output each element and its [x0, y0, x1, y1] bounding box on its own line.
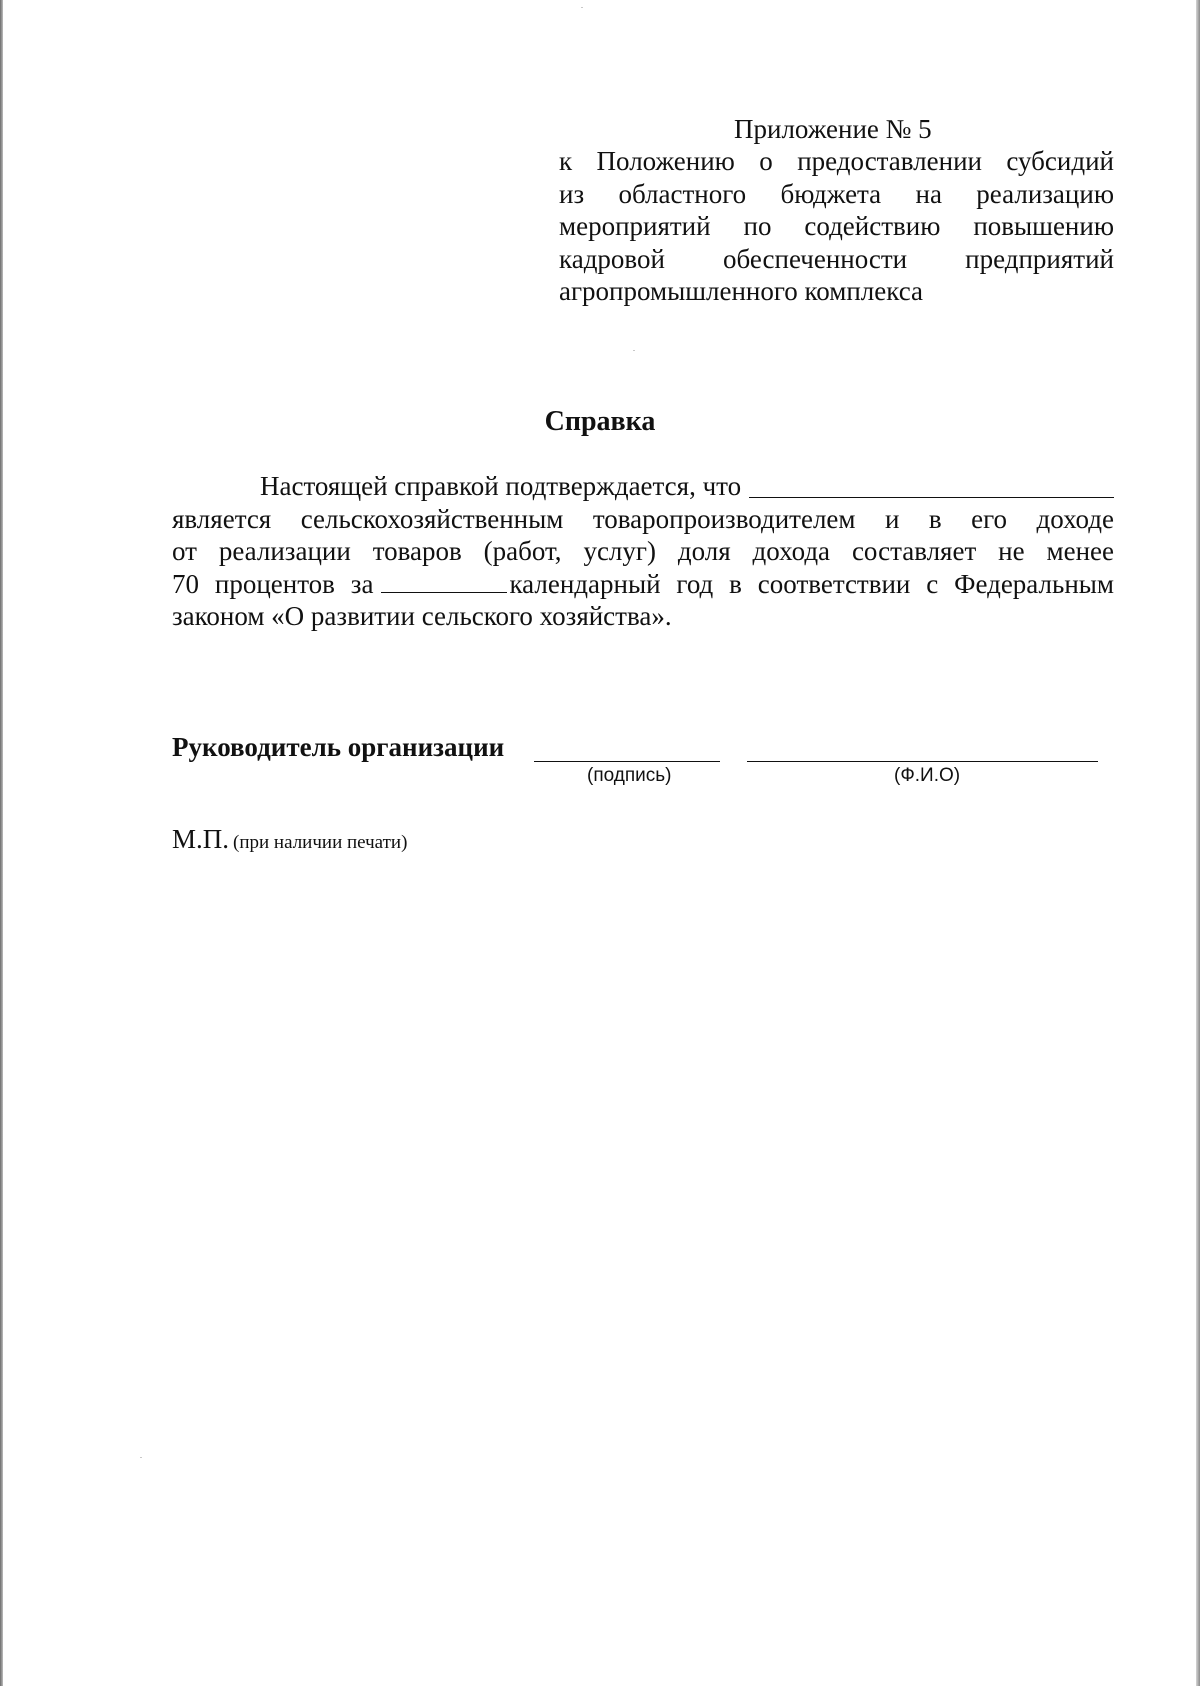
body-line-5: законом «О развитии сельского хозяйства».	[172, 601, 672, 631]
body-line-4	[172, 568, 1114, 601]
stamp-note: (при наличии печати)	[233, 832, 408, 853]
signature-line[interactable]	[534, 761, 720, 762]
body-line-1-text: Настоящей справкой подтверждается, что	[260, 471, 742, 501]
signature-caption: (подпись)	[587, 765, 672, 786]
body-line-4-after: календарный год в соответствии с Федеральным	[509, 568, 1114, 599]
year-blank[interactable]	[381, 570, 507, 593]
full-name-caption: (Ф.И.О)	[894, 765, 961, 786]
body-line-3: от реализации товаров (работ, услуг) доля дохода составляет не менее	[172, 536, 1114, 566]
scan-edge-right	[1196, 0, 1200, 1686]
appendix-line: из областного бюджета на реализацию	[559, 178, 1114, 209]
appendix-line: мероприятий по содействию повышению	[559, 211, 1114, 241]
body-line-4-before: 70 процентов за	[172, 568, 374, 599]
stamp-place	[172, 822, 407, 861]
signature-label: Руководитель организации	[172, 732, 505, 762]
scan-speck	[633, 350, 635, 351]
scan-speck	[581, 7, 583, 8]
document-title: Справка	[544, 406, 656, 437]
producer-name-blank[interactable]	[749, 472, 1114, 498]
body-line-1	[172, 470, 1114, 503]
appendix-line: агропромышленного комплекса	[559, 276, 923, 306]
stamp-label: М.П.	[172, 824, 230, 854]
appendix-line: кадровой обеспеченности предприятий	[559, 243, 1114, 274]
document-body	[172, 470, 1114, 633]
scan-speck	[140, 1457, 142, 1458]
scan-edge-left	[0, 0, 3, 1686]
body-line-2: является сельскохозяйственным товаропроизводителем и в его доходе	[172, 503, 1114, 534]
appendix-line: к Положению о предоставлении субсидий	[559, 146, 1114, 176]
full-name-line[interactable]	[747, 761, 1098, 762]
appendix-title: Приложение № 5	[734, 114, 932, 144]
appendix-reference	[559, 145, 1114, 308]
